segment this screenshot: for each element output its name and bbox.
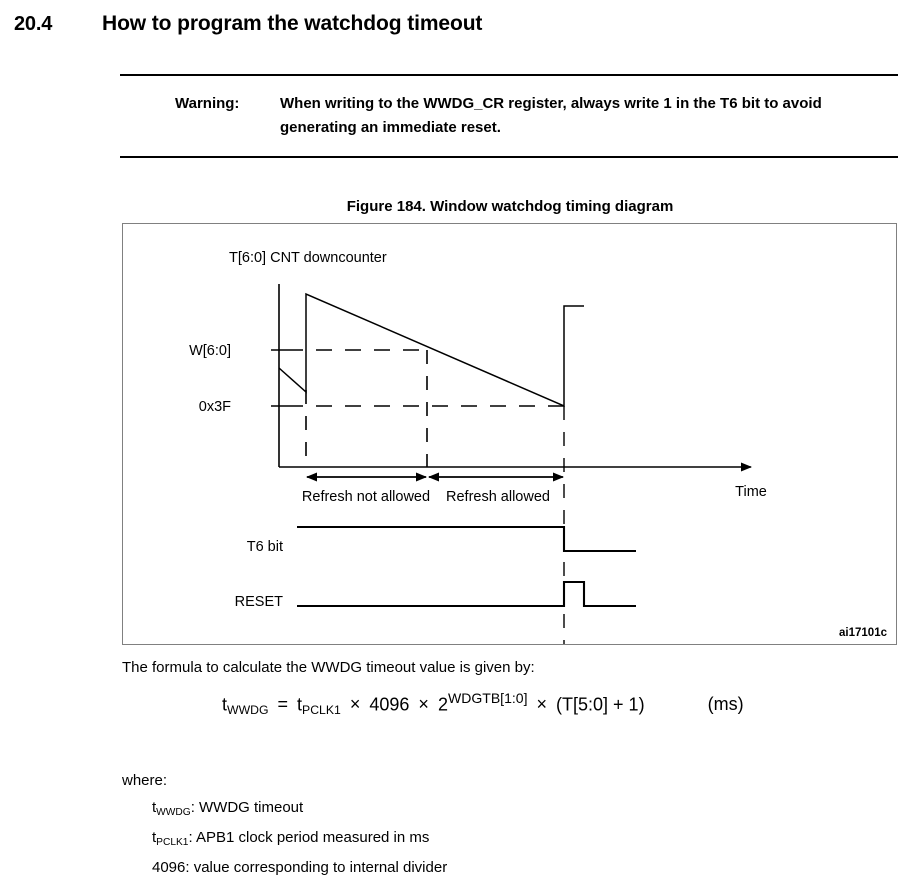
t6-bit-label: T6 bit [246, 539, 283, 555]
counter-title-label: T[6:0] CNT downcounter [229, 250, 387, 266]
warning-block [120, 74, 898, 158]
formula-lhs-base: t [222, 694, 228, 715]
warning-body [175, 76, 898, 156]
formula-equals: = [277, 694, 288, 715]
warning-text: When writing to the WWDG_CR register, always write 1 in the T6 bit to avoid generating an immediate reset. [280, 95, 822, 136]
warning-bottom-rule [120, 156, 898, 158]
formula-intro: The formula to calculate the WWDG timeout value is given by: [122, 659, 535, 676]
formula-times-3: × [536, 694, 548, 715]
formula-power-exponent: WDGTB[1:0] [447, 690, 528, 706]
where-item-base: 4096 [152, 858, 186, 876]
where-item-base: t [152, 799, 157, 816]
formula-times-2: × [418, 694, 429, 715]
reset-label: RESET [234, 594, 283, 610]
formula-factor: (T[5:0] + 1) [556, 694, 645, 715]
where-item-desc: : WWDG timeout [190, 799, 304, 816]
formula-times-1: × [349, 694, 361, 715]
where-item-base: t [152, 828, 157, 846]
list-item [152, 795, 447, 825]
formula-unit: (ms) [707, 694, 744, 715]
formula-constant: 4096 [369, 694, 410, 715]
section-title: How to program the watchdog timeout [102, 12, 483, 35]
list-item [152, 855, 447, 885]
figure-caption: Figure 184. Window watchdog timing diagram [346, 198, 674, 215]
min-level-label: 0x3F [198, 399, 231, 415]
section-number: 20.4 [14, 13, 53, 35]
timeout-formula [222, 690, 744, 717]
w-level-label: W[6:0] [189, 343, 231, 359]
where-item-desc: : APB1 clock period measured in ms [188, 828, 430, 846]
where-item-desc: : value corresponding to internal divider [185, 858, 448, 876]
formula-term1-sub: PCLK1 [302, 702, 341, 717]
where-item-sub: PCLK1 [156, 836, 189, 848]
formula-term1-base: t [297, 694, 303, 715]
list-item [152, 825, 447, 855]
refresh-not-allowed-label: Refresh not allowed [301, 489, 431, 505]
where-list [152, 795, 447, 885]
where-item-sub: WWDG [156, 806, 191, 818]
page-title [14, 12, 910, 36]
timing-diagram [123, 224, 896, 644]
refresh-allowed-label: Refresh allowed [446, 489, 550, 505]
figure-id: ai17101c [839, 627, 887, 639]
where-label: where: [122, 772, 168, 789]
formula-lhs-sub: WWDG [227, 702, 269, 717]
formula-power-base: 2 [437, 694, 448, 715]
t6-bit-waveform [297, 527, 636, 551]
warning-label: Warning: [175, 95, 240, 112]
time-axis-label: Time [735, 484, 767, 500]
figure-container [122, 223, 897, 645]
reset-waveform [297, 582, 636, 606]
